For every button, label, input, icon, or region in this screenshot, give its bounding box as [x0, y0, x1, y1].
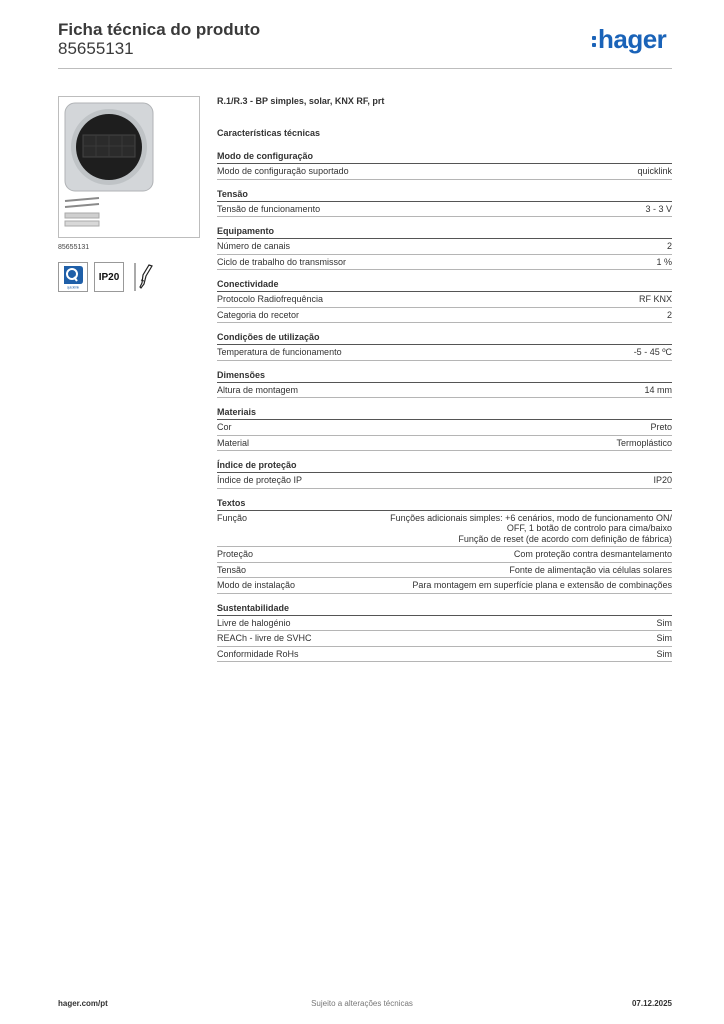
spec-group [217, 332, 672, 361]
spec-row [217, 383, 672, 399]
spec-value [637, 166, 672, 177]
spec-label: Modo de instalação [217, 580, 296, 590]
spec-value [390, 513, 672, 545]
spec-row [217, 292, 672, 308]
product-image [58, 96, 200, 238]
spec-group-title: Textos [217, 498, 672, 511]
spec-value-line: 2 [666, 309, 672, 320]
spec-value [644, 385, 672, 396]
spec-label: Cor [217, 422, 232, 432]
spec-group-title: Conectividade [217, 279, 672, 292]
spec-section-title: Características técnicas [217, 128, 321, 138]
spec-value [634, 347, 672, 358]
quicklink-badge [58, 262, 88, 292]
spec-value-line: IP20 [653, 475, 672, 485]
screwdriver-icon [132, 262, 158, 292]
header-divider [58, 68, 672, 69]
spec-value-line: Com proteção contra desmantelamento [513, 549, 672, 559]
spec-value [667, 241, 672, 252]
spec-group-title: Materiais [217, 407, 672, 420]
spec-group [217, 498, 672, 594]
spec-value [616, 438, 672, 449]
spec-group [217, 603, 672, 663]
spec-value-line: Função de reset (de acordo com definição de fábrica) [458, 533, 672, 544]
spec-value-line: Preto [650, 422, 672, 432]
spec-row [217, 308, 672, 324]
spec-value-line: 14 mm [644, 384, 672, 395]
spec-group-title: Equipamento [217, 226, 672, 239]
spec-label: Índice de proteção IP [217, 475, 303, 485]
spec-group [217, 189, 672, 218]
badge-list [58, 262, 160, 292]
spec-label: Protocolo Radiofrequência [217, 294, 324, 304]
spec-value [509, 565, 672, 576]
spec-group-title: Modo de configuração [217, 151, 672, 164]
spec-label: Ciclo de trabalho do transmissor [217, 256, 347, 267]
spec-value [412, 580, 672, 591]
spec-group [217, 226, 672, 270]
spec-label: Conformidade RoHs [217, 648, 299, 659]
spec-row [217, 436, 672, 452]
spec-value-line: OFF, 1 botão de controlo para cima/baixo [506, 523, 672, 533]
spec-row [217, 202, 672, 218]
spec-group-title: Sustentabilidade [217, 603, 672, 616]
spec-group-title: Tensão [217, 189, 672, 202]
spec-value [645, 204, 672, 215]
spec-row [217, 473, 672, 489]
spec-label: Temperatura de funcionamento [217, 347, 342, 357]
spec-value [639, 294, 672, 305]
spec-value [657, 618, 673, 629]
spec-content [217, 96, 672, 671]
spec-row [217, 616, 672, 632]
spec-label: Proteção [217, 549, 254, 559]
logo-text: hager [598, 24, 667, 54]
quicklink-icon [60, 264, 86, 290]
spec-value-line: 3 - 3 V [645, 203, 672, 214]
spec-value-line: Termoplástico [616, 437, 672, 448]
ip20-label: IP20 [98, 271, 120, 283]
spec-label: Categoria do recetor [217, 309, 300, 320]
spec-value-line: RF KNX [638, 294, 672, 304]
spec-value-line: Funções adicionais simples: +6 cenários, modo de funcionamento ON/ [390, 512, 672, 523]
spec-value [650, 422, 672, 433]
spec-label: Função [217, 512, 248, 523]
spec-value [657, 633, 673, 644]
spec-label: Número de canais [217, 241, 291, 251]
spec-row [217, 631, 672, 647]
spec-value-line: -5 - 45 ºC [633, 347, 672, 357]
spec-group-title: Condições de utilização [217, 332, 672, 345]
ip20-badge [94, 262, 124, 292]
spec-label: Altura de montagem [217, 384, 299, 395]
spec-value [657, 649, 673, 660]
spec-value-line: Sim [656, 617, 672, 628]
spec-row [217, 345, 672, 361]
spec-row [217, 578, 672, 594]
spec-groups [217, 151, 672, 662]
spec-group [217, 151, 672, 180]
spec-group [217, 279, 672, 323]
spec-row [217, 511, 672, 548]
page-title: Ficha técnica do produto [58, 20, 261, 39]
spec-value [514, 549, 672, 560]
product-ref: 85655131 [58, 244, 90, 251]
spec-row [217, 239, 672, 255]
spec-row [217, 164, 672, 180]
spec-row [217, 420, 672, 436]
spec-group-title: Índice de proteção [217, 460, 672, 473]
spec-label: REACh - livre de SVHC [217, 633, 312, 643]
spec-value-line: Sim [656, 648, 672, 659]
spec-label: Modo de configuração suportado [217, 166, 349, 176]
spec-group [217, 460, 672, 489]
spec-value-line: Fonte de alimentação via células solares [509, 564, 672, 575]
footer-disclaimer: Sujeito a alterações técnicas [311, 999, 413, 1008]
spec-row [217, 563, 672, 579]
spec-value-line: Para montagem em superfície plana e extensão de combinações [412, 580, 672, 590]
svg-text:quicklink: quicklink [66, 285, 80, 290]
spec-value [667, 310, 672, 321]
spec-label: Material [217, 437, 250, 448]
spec-row [217, 647, 672, 663]
screwdriver-badge [130, 262, 160, 292]
footer-date: 07.12.2025 [631, 999, 672, 1008]
spec-value [656, 257, 672, 268]
spec-group [217, 407, 672, 451]
spec-row [217, 255, 672, 271]
spec-label: Tensão [217, 564, 247, 575]
spec-row [217, 547, 672, 563]
product-number: 85655131 [58, 39, 134, 58]
spec-label: Tensão de funcionamento [217, 203, 321, 214]
spec-value-line: 1 % [656, 256, 672, 267]
spec-label: Livre de halogénio [217, 617, 291, 628]
spec-value [653, 475, 672, 486]
footer-website: hager.com/pt [58, 999, 108, 1008]
spec-value-line: quicklink [637, 166, 672, 176]
spec-group-title: Dimensões [217, 370, 672, 383]
product-name: R.1/R.3 - BP simples, solar, KNX RF, prt [217, 96, 385, 106]
spec-group [217, 370, 672, 399]
hager-logo [592, 26, 666, 52]
spec-value-line: 2 [666, 241, 672, 251]
spec-value-line: Sim [656, 633, 672, 643]
